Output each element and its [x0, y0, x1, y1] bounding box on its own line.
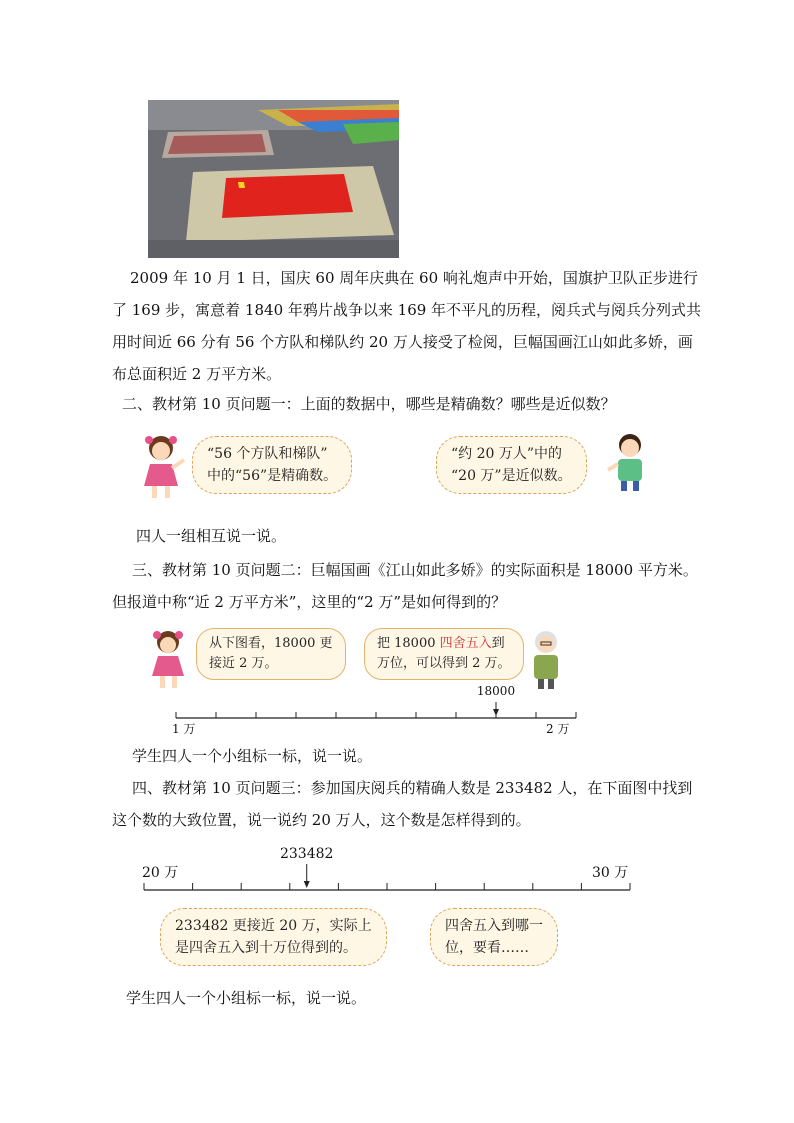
section3-line-2: 但报道中称“近 2 万平方米”，这里的“2 万”是如何得到的？	[112, 593, 507, 611]
intro-paragraph	[112, 262, 702, 390]
bubble-text-pre: 把 18000	[377, 636, 440, 651]
section4-note: 学生四人一个小组标一标，说一说。	[126, 989, 367, 1007]
intro-line-2: 了 169 步，寓意着 1840 年鸦片战争以来 169 年不平凡的历程，阅兵式与阅兵分列式共	[112, 301, 702, 319]
section4-bubble-right	[430, 908, 558, 966]
section2-note: 四人一组相互说一说。	[136, 527, 287, 545]
section3-bubble-left-line-1: 从下图看，18000 更	[209, 636, 333, 651]
section2-bubble-right-line-2: “20 万”是近似数。	[451, 468, 572, 484]
teacher-figure	[526, 628, 566, 690]
section4-bubble-left-line-1: 233482 更接近 20 万，实际上	[175, 918, 372, 934]
section3-text	[112, 554, 702, 618]
section2-bubble-right-line-1: “约 20 万人”中的	[451, 446, 563, 462]
numberline-2	[130, 860, 650, 900]
section4-note-block	[112, 982, 702, 1014]
numberline-2-start-label: 20 万	[142, 865, 179, 881]
section4-bubble-left	[160, 908, 387, 966]
numberline-2-ticks	[144, 883, 630, 890]
section2-heading-block	[112, 388, 702, 420]
section3-note-block	[112, 740, 702, 772]
numberline-1-marker-arrowhead	[493, 709, 499, 716]
section3-line-1: 三、教材第 10 页问题二：巨幅国画《江山如此多娇》的实际面积是 18000 平方米。	[132, 561, 698, 579]
section3-note: 学生四人一个小组标一标，说一说。	[132, 747, 373, 765]
numberline-1-start-label: 1 万	[172, 722, 196, 736]
numberline-2-marker-label: 233482	[279, 846, 334, 862]
intro-line-4: 布总面积近 2 万平方米。	[112, 365, 282, 383]
section3-bubble-left	[196, 628, 346, 680]
section3-bubble-right-line-1	[377, 634, 511, 654]
section4-line-1: 四、教材第 10 页问题三：参加国庆阅兵的精确人数是 233482 人，在下面图中找到	[132, 779, 693, 797]
section3-bubble-left-line-2: 接近 2 万。	[209, 656, 278, 671]
numberline-2-end-label: 30 万	[592, 865, 629, 881]
intro-line-3: 用时间近 66 分有 56 个方队和梯队约 20 万人接受了检阅，巨幅国画江山如此多娇，画	[112, 333, 693, 351]
numberline-1-ticks	[176, 712, 576, 718]
section2-note-block	[112, 520, 702, 552]
boy-figure	[606, 432, 652, 492]
section4-line-2: 这个数的大致位置，说一说约 20 万人，这个数是怎样得到的。	[112, 811, 531, 829]
section4-bubble-left-line-2: 是四舍五入到十万位得到的。	[175, 940, 357, 956]
section4-text	[112, 772, 702, 836]
section2-bubble-right	[436, 436, 587, 494]
numberline-2-marker-arrowhead	[304, 881, 310, 888]
bubble-highlight: 四舍五入	[439, 636, 492, 651]
girl-figure	[136, 432, 186, 502]
section3-bubble-right	[364, 628, 524, 680]
numberline-1	[170, 682, 590, 740]
section3-bubble-right-line-2: 万位，可以得到 2 万。	[377, 656, 511, 671]
intro-line-1: 2009 年 10 月 1 日，国庆 60 周年庆典在 60 响礼炮声中开始，国旗护卫队正步进行	[130, 269, 698, 287]
numberline-1-end-label: 2 万	[546, 722, 570, 736]
section2-bubble-left-line-2: 中的“56”是精确数。	[207, 468, 338, 484]
section2-bubble-left	[192, 436, 352, 494]
bubble-text-post: 到	[491, 636, 505, 651]
section2-bubble-left-line-1: “56 个方队和梯队”	[207, 446, 328, 462]
section4-bubble-right-line-2: 位，要看……	[445, 940, 529, 956]
parade-photo	[148, 100, 399, 258]
section2-heading: 二、教材第 10 页问题一：上面的数据中，哪些是精确数？哪些是近似数？	[122, 395, 616, 413]
numberline-1-marker-label: 18000	[476, 684, 516, 698]
section4-bubble-right-line-1: 四舍五入到哪一	[445, 918, 543, 934]
